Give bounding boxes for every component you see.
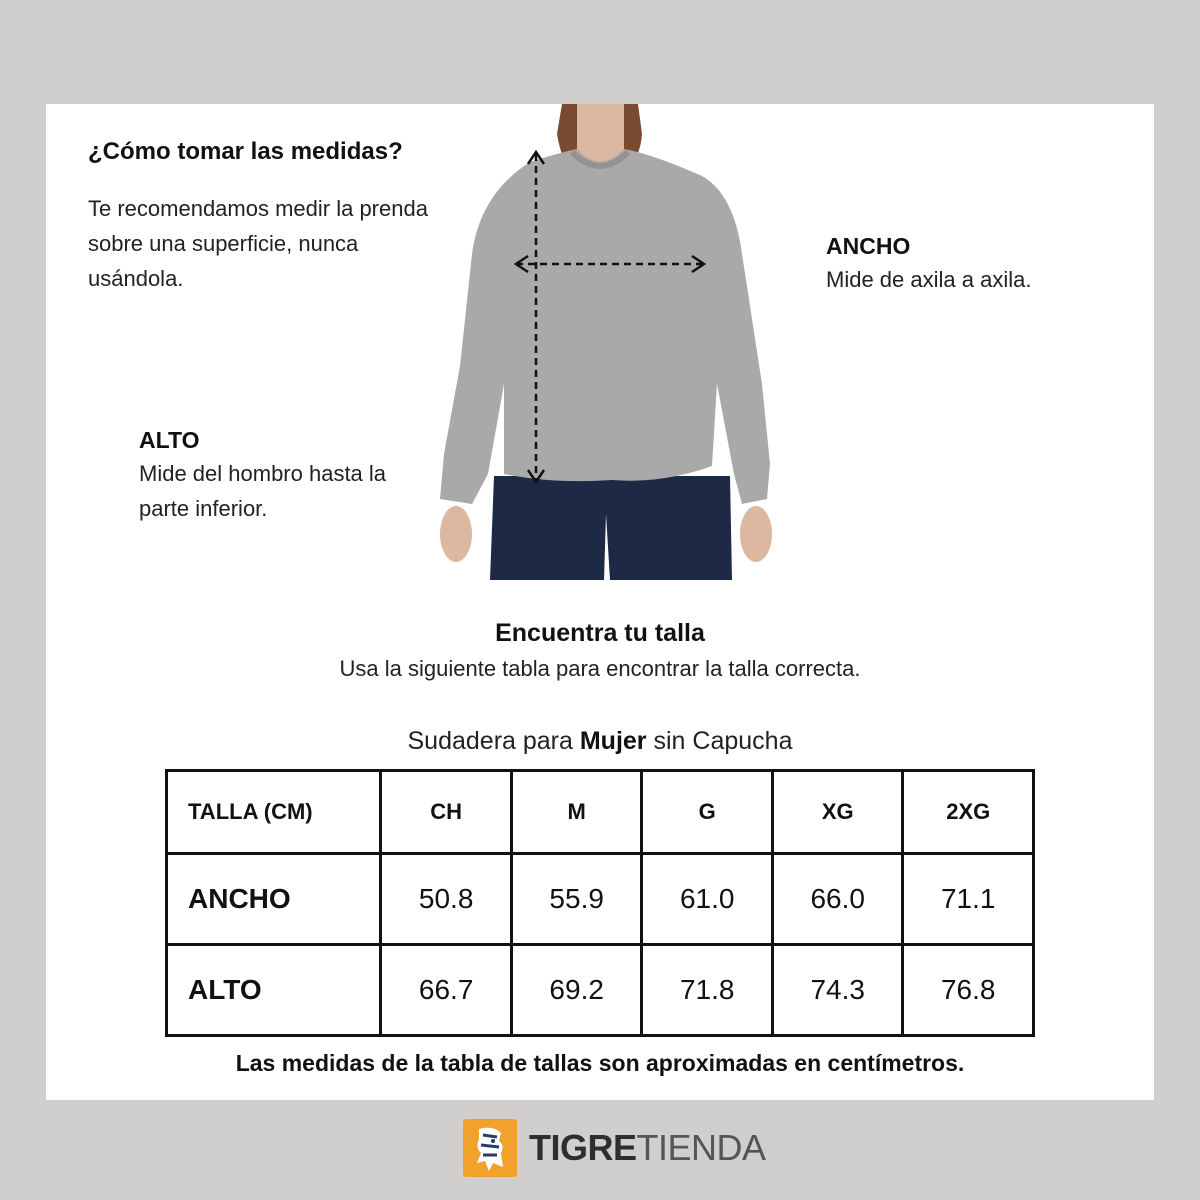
table-header-cell: G [642,771,773,854]
table-caption [0,727,1200,756]
how-to-text: Te recomendamos medir la prenda sobre una superficie, nunca usándola. [88,196,428,291]
row-label: ANCHO [167,854,381,945]
table-cell: 71.8 [642,945,773,1036]
row-label: ALTO [167,945,381,1036]
caption-suffix: sin Capucha [653,727,793,755]
table-row [167,854,1034,945]
alto-text: Mide del hombro hasta la parte inferior. [139,461,387,521]
brand-name-light: TIENDA [636,1127,766,1168]
sweater-shape [440,149,770,504]
table-cell: 74.3 [772,945,903,1036]
table-cell: 50.8 [381,854,512,945]
table-cell: 55.9 [511,854,642,945]
table-cell: 76.8 [903,945,1034,1036]
table-cell: 61.0 [642,854,773,945]
alto-title: ALTO [139,427,200,453]
brand-name [529,1127,766,1169]
left-hand [440,506,472,562]
caption-bold: Mujer [579,727,647,755]
table-header-cell: TALLA (CM) [167,771,381,854]
jeans-shape [490,476,732,580]
ancho-text: Mide de axila a axila. [826,267,1032,292]
ancho-title: ANCHO [826,233,911,259]
footnote: Las medidas de la tabla de tallas son aproximadas en centímetros. [235,1050,965,1076]
table-cell: 66.0 [772,854,903,945]
table-cell: 69.2 [511,945,642,1036]
alto-label-block [139,424,399,526]
table-cell: 71.1 [903,854,1034,945]
how-to-title: ¿Cómo tomar las medidas? [88,138,403,165]
find-size-title: Encuentra tu talla [495,619,705,647]
caption-prefix: Sudadera para [407,727,573,755]
table-header-cell: XG [772,771,903,854]
ancho-label-block [826,230,1086,297]
find-size-subtitle: Usa la siguiente tabla para encontrar la talla correcta. [339,656,861,681]
table-cell: 66.7 [381,945,512,1036]
size-table [165,769,1035,1037]
table-header-cell: CH [381,771,512,854]
model-sweater-illustration [412,104,782,584]
table-header-cell: M [511,771,642,854]
table-row [167,945,1034,1036]
tiger-logo-icon [463,1119,517,1177]
brand-logo-area [463,1118,766,1178]
table-header-cell: 2XG [903,771,1034,854]
brand-name-bold: TIGRE [529,1127,637,1168]
right-hand [740,506,772,562]
table-header-row [167,771,1034,854]
